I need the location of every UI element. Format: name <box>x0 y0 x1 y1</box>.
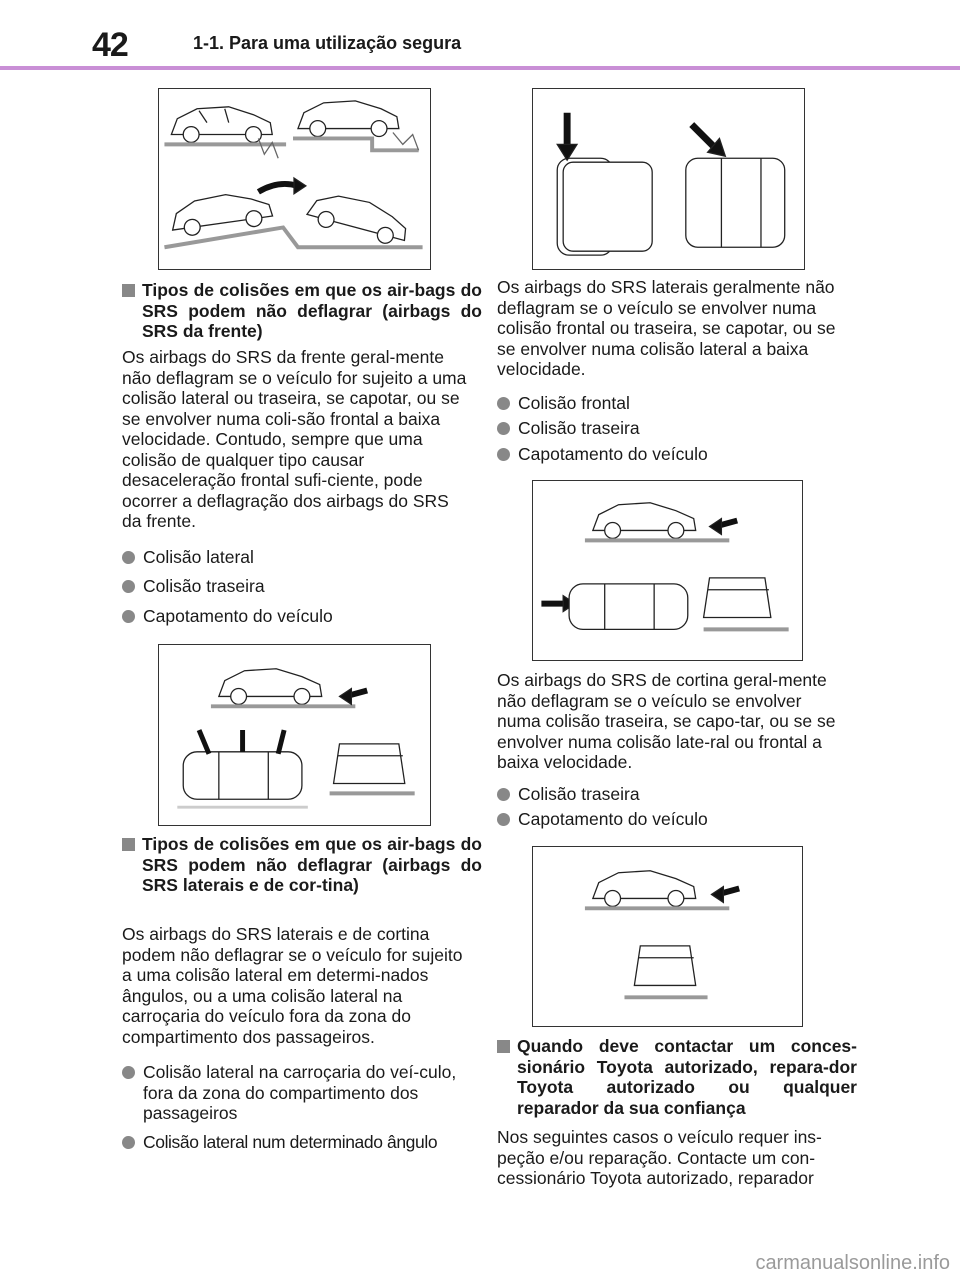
crash-illustration <box>159 89 430 269</box>
figure-frontal-non-deploy <box>158 644 431 826</box>
bullet-dot-icon <box>497 422 510 435</box>
list-item: Colisão lateral na carroçaria do veí-culo, fora da zona do compartimento dos passageiros <box>122 1062 483 1124</box>
car-top-icon <box>569 584 688 629</box>
figure-frontal-airbag-collisions <box>158 88 431 270</box>
figure-side-non-deploy <box>532 480 803 661</box>
list-item: Colisão traseira <box>497 784 858 805</box>
list-item: Capotamento do veículo <box>122 606 483 627</box>
bullet-square-icon <box>497 1040 510 1053</box>
section-heading: Tipos de colisões em que os air-bags do SRS podem não deflagrar (airbags do SRS da frente) <box>122 280 482 342</box>
car-top-icon <box>557 158 652 255</box>
section-heading: Quando deve contactar um conces-sionário Toyota autorizado, repara-dor Toyota autorizado ou qualquer reparador da sua confiança <box>497 1036 857 1118</box>
bullet-dot-icon <box>122 610 135 623</box>
crash-illustration <box>533 847 802 1026</box>
car-overturned-icon <box>634 946 695 986</box>
section-body: Os airbags do SRS laterais e de cortina podem não deflagrar se o veículo for sujeito a uma colisão lateral em determi-nados ângulos, ou a uma colisão lateral na carroçaria do veículo fora da zona do compartimento dos passageiros. <box>122 924 463 1047</box>
car-side-icon <box>171 107 272 143</box>
bullet-square-icon <box>122 284 135 297</box>
side-airbag-text: Os airbags do SRS laterais geralmente não deflagram se o veículo se envolver numa colisão frontal ou traseira, se capotar, ou se se envolver numa colisão lateral a baixa velocidade. <box>497 277 836 379</box>
bullet-dot-icon <box>497 788 510 801</box>
bullet-dot-icon <box>497 813 510 826</box>
curtain-airbag-text: Os airbags do SRS de cortina geral-mente não deflagram se o veículo se envolver numa colisão traseira, se capo-tar, ou se se envolver numa colisão late-ral ou frontal a baixa velocidade. <box>497 670 836 772</box>
watermark: carmanualsonline.info <box>755 1252 950 1274</box>
list-item: Colisão traseira <box>497 418 858 439</box>
list-item: Colisão lateral <box>122 547 483 568</box>
chapter-title: 1-1. Para uma utilização segura <box>193 33 462 53</box>
arrow-icon <box>258 184 298 192</box>
bullet-dot-icon <box>122 1066 135 1079</box>
crash-illustration <box>159 645 430 825</box>
arrow-icon <box>692 125 716 149</box>
crash-illustration <box>533 481 802 660</box>
car-overturned-icon <box>334 744 405 784</box>
section-body: Nos seguintes casos o veículo requer ins-peção e/ou reparação. Contacte um con-cessionário Toyota autorizado, reparador <box>497 1127 822 1188</box>
arrow-icon <box>199 730 284 754</box>
page-header <box>0 0 960 70</box>
car-overturned-icon <box>704 578 771 618</box>
page-number: 42 <box>92 26 128 64</box>
bullet-dot-icon <box>497 397 510 410</box>
list-item: Capotamento do veículo <box>497 444 858 465</box>
header-rule <box>0 66 960 70</box>
figure-curtain-non-deploy <box>532 846 803 1027</box>
car-side-icon <box>593 871 696 907</box>
bullet-dot-icon <box>497 448 510 461</box>
list-item: Colisão frontal <box>497 393 858 414</box>
list-item: Colisão lateral num determinado ângulo <box>122 1132 488 1153</box>
list-item: Capotamento do veículo <box>497 809 858 830</box>
section-body: Os airbags do SRS da frente geral-mente não deflagram se o veículo for sujeito a uma colisão lateral ou traseira, se capotar, ou se se envolver numa coli-são frontal a baixa velocidade. Contudo, sempre que uma colisão de qualquer tipo causar desaceleração frontal sufi-ciente, pode ocorrer a deflagração dos airbags do SRS da frente. <box>122 347 467 531</box>
car-side-icon <box>593 503 696 539</box>
section-heading: Tipos de colisões em que os air-bags do SRS podem não deflagrar (airbags do SRS laterais e de cor-tina) <box>122 834 482 896</box>
car-top-icon <box>183 752 302 799</box>
figure-side-angle-collisions <box>532 88 805 270</box>
car-side-icon <box>298 101 399 137</box>
bullet-dot-icon <box>122 551 135 564</box>
car-top-icon <box>686 158 785 247</box>
bullet-dot-icon <box>122 1136 135 1149</box>
crash-illustration <box>533 89 804 269</box>
bullet-dot-icon <box>122 580 135 593</box>
bullet-square-icon <box>122 838 135 851</box>
car-side-icon <box>305 188 412 249</box>
list-item: Colisão traseira <box>122 576 483 597</box>
car-side-icon <box>219 669 322 705</box>
